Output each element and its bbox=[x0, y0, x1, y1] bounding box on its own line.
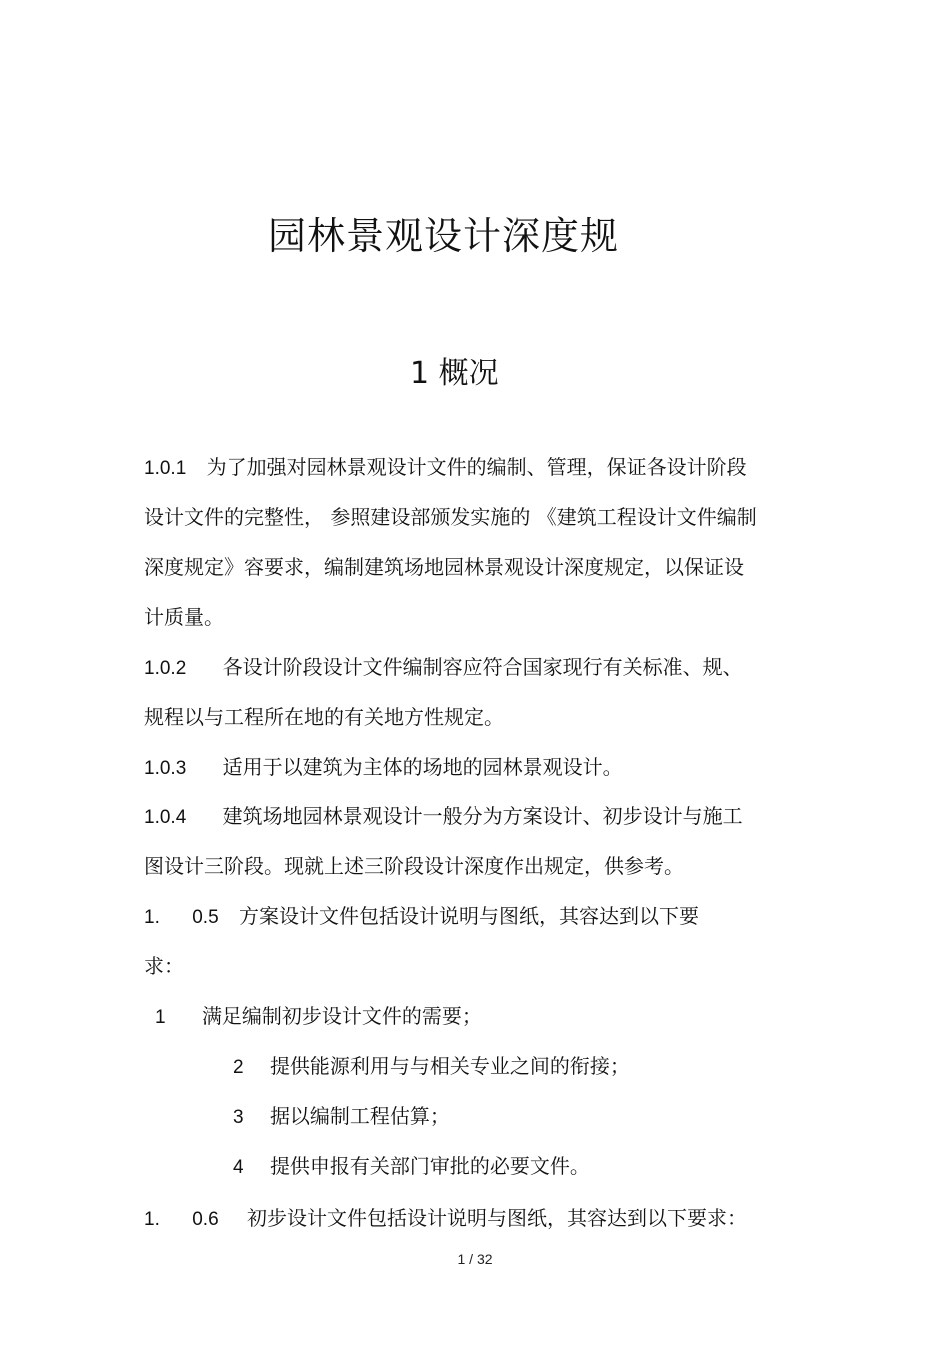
paragraph-line bbox=[144, 1205, 747, 1233]
paragraph-line: 图设计三阶段。现就上述三阶段设计深度作出规定，供参考。 bbox=[144, 854, 684, 878]
list-number: 2 bbox=[233, 1057, 244, 1078]
list-number: 3 bbox=[233, 1107, 244, 1128]
clause-number: 1.0.1 bbox=[144, 458, 187, 479]
document-title: 园林景观设计深度规 bbox=[268, 214, 620, 258]
clause-number: 1.0.4 bbox=[144, 807, 187, 828]
list-item bbox=[233, 1053, 630, 1081]
list-item bbox=[233, 1153, 590, 1181]
clause-number: 1. bbox=[144, 1209, 160, 1230]
list-text: 提供申报有关部门审批的必要文件。 bbox=[269, 1154, 590, 1178]
paragraph-line: 求： bbox=[144, 954, 184, 978]
paragraph-text: 为了加强对园林景观设计文件的编制、管理，保证各设计阶段 bbox=[206, 455, 747, 479]
paragraph-line: 计质量。 bbox=[144, 605, 224, 629]
clause-number: 1. bbox=[144, 907, 160, 928]
clause-number: 0.6 bbox=[192, 1209, 219, 1230]
list-text: 满足编制初步设计文件的需要； bbox=[201, 1004, 482, 1028]
paragraph-text: 各设计阶段设计文件编制容应符合国家现行有关标准、规、 bbox=[222, 655, 743, 679]
paragraph-line bbox=[144, 754, 623, 782]
paragraph-line bbox=[144, 654, 743, 682]
list-text: 提供能源利用与与相关专业之间的衔接； bbox=[269, 1054, 630, 1078]
clause-number: 1.0.3 bbox=[144, 758, 187, 779]
paragraph-line bbox=[144, 903, 699, 931]
paragraph-line bbox=[144, 454, 747, 482]
clause-number: 0.5 bbox=[192, 907, 219, 928]
paragraph-line bbox=[144, 803, 743, 831]
paragraph-line: 设计文件的完整性， 参照建设部颁发实施的 《建筑工程设计文件编制 bbox=[144, 505, 757, 529]
list-number: 4 bbox=[233, 1157, 244, 1178]
page-number: 1 / 32 bbox=[457, 1251, 493, 1267]
list-item bbox=[155, 1003, 482, 1031]
section-heading: 1 概况 bbox=[410, 356, 499, 391]
list-number: 1 bbox=[155, 1007, 166, 1028]
paragraph-text: 建筑场地园林景观设计一般分为方案设计、初步设计与施工 bbox=[222, 804, 743, 828]
list-text: 据以编制工程估算； bbox=[269, 1104, 450, 1128]
paragraph-text: 适用于以建筑为主体的场地的园林景观设计。 bbox=[222, 755, 623, 779]
paragraph-text: 方案设计文件包括设计说明与图纸，其容达到以下要 bbox=[239, 904, 699, 928]
paragraph-text: 初步设计文件包括设计说明与图纸，其容达到以下要求： bbox=[247, 1206, 747, 1230]
paragraph-line: 深度规定》容要求，编制建筑场地园林景观设计深度规定，以保证设 bbox=[144, 555, 744, 579]
list-item bbox=[233, 1103, 450, 1131]
clause-number: 1.0.2 bbox=[144, 658, 187, 679]
paragraph-line: 规程以与工程所在地的有关地方性规定。 bbox=[144, 705, 504, 729]
